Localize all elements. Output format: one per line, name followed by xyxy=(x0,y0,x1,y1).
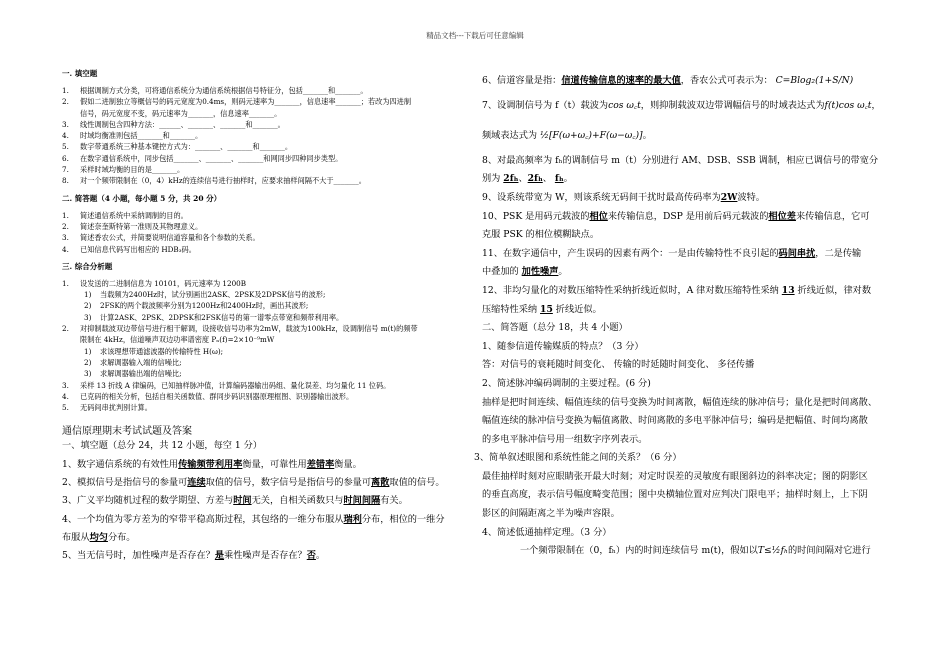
list-item: 5. 无码间串扰判别计算。 xyxy=(62,403,152,413)
answer-8: 8、对最高频率为 fₕ的调制信号 m（t）分别进行 AM、DSB、SSB 调制，相应已调信号的带宽分 xyxy=(482,154,879,166)
analysis-list xyxy=(62,278,467,414)
question-2-answer-1: 抽样是把时间连续、幅值连续的信号变换为时间离散，幅值连续的脉冲信号；量化是把时间离散、 xyxy=(482,396,878,408)
answers-block xyxy=(62,437,467,565)
list-item: 1. 根据调制方式分类，可将通信系统分为通信系统根据信号特征分，包括_______和_______。 xyxy=(62,86,368,95)
list-item: 1. 设发送的二进制信息为 10101，码元速率为 1200B xyxy=(62,278,247,288)
answer-line-3: 3、广义平均随机过程的数学期望、方差与时间无关，自相关函数只与时间间隔有关。 xyxy=(62,495,408,507)
list-item: 8. 对一个频带限制在（0，4）kHz的连续信号进行抽样时，应要求抽样间隔不大于_______。 xyxy=(62,176,366,186)
list-item: 6. 在数字通信系统中，同步包括_______、_______、_______和网同步四种同步类型。 xyxy=(62,153,343,163)
question-3-answer-2: 的垂直高度，表示信号幅度畸变范围；图中央横轴位置对应判决门限电平；抽样时刻上，上下阴 xyxy=(482,489,868,501)
list-item: 2. 简述奈奎斯特第一准则及其物理意义。 xyxy=(62,221,203,231)
answer-line-4-cont: 布服从均匀分布。 xyxy=(62,531,136,543)
list-item: 4. 时域均衡准则包括_______和_______。 xyxy=(62,131,203,141)
section-analysis-title: 三. 综合分析题 xyxy=(62,261,113,271)
page-header: 精品文档---下载后可任意编辑 xyxy=(426,31,524,40)
answers-section-header: 一、填空题（总分 24，共 12 小题，每空 1 分） xyxy=(62,440,263,452)
question-3-answer-3: 影区的间隔距离之半为噪声容限。 xyxy=(482,508,620,520)
question-3: 3、简单叙述眼图和系统性能之间的关系？（6 分） xyxy=(474,452,682,464)
fill-blank-list xyxy=(62,85,467,187)
answer-11-cont: 中叠加的 加性噪声。 xyxy=(482,266,568,278)
list-item: 5. 数字带通系统三种基本键控方式为：_______、_______和_______。 xyxy=(62,142,293,152)
list-item: 2) 求解调器输入端的信噪比; xyxy=(84,357,182,367)
section-fill-blank-title: 一. 填空题 xyxy=(62,69,98,78)
list-item: 2. 对抑制载波双边带信号进行相干解调，设接收信号功率为2mW，载波为100kHz，设调制信号 m(t)的频带 xyxy=(62,324,418,334)
answer-line-1: 1、数字通信系统的有效性用传输频带利用率衡量，可靠性用差错率衡量。 xyxy=(62,458,362,470)
list-item: 3. 线性调制包含四种方法：______、_______、_______和_______。 xyxy=(62,119,285,129)
shannon-formula: C=Blog₂(1+S/N) xyxy=(775,75,854,86)
list-item: 限制在 4kHz，信道噪声双边功率谱密度 Pₙ(f)=2×10⁻⁹mW xyxy=(80,335,275,345)
short-answer-list xyxy=(62,210,467,255)
answer-line-4: 4、一个均值为零方差为的窄带平稳高斯过程，其包络的一维分布服从瑞利分布，相位的一维分 xyxy=(62,513,445,525)
list-item: 信号，码元宽度不变，码元速率为_______，信息速率_______。 xyxy=(80,108,282,118)
answer-6: 6、信道容量是指：信道传输信息的速率的最大值，香农公式可表示为： C=Blog₂(1+S/N) xyxy=(482,75,854,86)
question-2-answer-3: 的多电平脉冲信号用一组数字序列表示。 xyxy=(482,433,648,445)
question-2-answer-2: 幅值连续的脉冲信号变换为幅值离散、时间离散的多电平脉冲信号；编码是把幅值、时间均离散 xyxy=(482,415,868,427)
list-item: 1) 求该理想带通滤波器的传输特性 H(ω); xyxy=(84,346,224,356)
list-item: 1) 当载频为2400Hz时，试分别画出2ASK、2PSK及2DPSK信号的波形; xyxy=(84,290,326,300)
answer-12: 12、非均匀量化的对数压缩特性采纳折线近似时，A 律对数压缩特性采纳 13 折线近似，律对数 xyxy=(482,284,872,296)
answer-11: 11、在数字通信中，产生误码的因素有两个：一是由传输特性不良引起的码间串扰，二是传输 xyxy=(482,247,862,259)
question-3-answer-1: 最佳抽样时刻对应眼睛张开最大时刻；对定时误差的灵敏度有眼图斜边的斜率决定；图的阴影区 xyxy=(482,470,868,482)
list-item: 2. 假如二进制独立等概信号的码元宽度为0.4ms，则码元速率为_______，信息速率_______；若改为四进制 xyxy=(62,97,412,107)
right-column xyxy=(474,72,897,561)
answer-10: 10、PSK 是用码元载波的相位来传输信息，DSP 是用前后码元载波的相位差来传输信息，它可 xyxy=(482,210,870,222)
question-1-answer: 答：对信号的衰耗随时间变化、 传输的时延随时间变化、 多径传播 xyxy=(482,359,755,371)
answer-7-freq: 频域表达式为 ½[F(ω+ω꜀)+F(ω−ω꜀)]。 xyxy=(482,130,652,142)
question-4-answer: 一个频带限制在（0，fₕ）内的时间连续信号 m(t)，假如以T≤½fₕ的时间间隔对它进行 xyxy=(520,545,871,557)
question-4: 4、简述低通抽样定理。（3 分） xyxy=(482,526,612,538)
list-item: 3. 简述香农公式，并简要说明信道容量和各个参数的关系。 xyxy=(62,233,260,243)
question-1: 1、随参信道传输媒质的特点？（3 分） xyxy=(482,340,644,352)
section-short-answer-title: 二. 简答题（4 小题，每小题 5 分，共 20 分） xyxy=(62,193,222,203)
list-item: 3. 采样 13 折线 A 律编码，已知抽样脉冲值，计算编码器输出码组、量化误差、均匀量化 11 位码。 xyxy=(62,380,391,390)
answer-8-cont: 别为 2fₕ、2fₕ、 fₕ。 xyxy=(482,173,573,185)
list-item: 2) 2FSK的两个载波频率分别为1200Hz和2400Hz时，画出其波形; xyxy=(84,301,309,311)
list-item: 3) 计算2ASK、2PSK、2DPSK和2FSK信号的第一谱零点带宽和频带利用率。 xyxy=(84,312,344,322)
exam-answers-title: 通信原理期末考试试题及答案 xyxy=(62,426,192,438)
list-item: 1. 简述通信系统中采纳调制的目的。 xyxy=(62,210,188,220)
list-item: 4. 已知信息代码写出相应的 HDB₃码。 xyxy=(62,244,196,254)
question-2: 2、简述脉冲编码调制的主要过程。(6 分) xyxy=(482,377,651,389)
answer-line-5: 5、当无信号时，加性噪声是否存在？是乘性噪声是否存在？否。 xyxy=(62,550,326,562)
answer-12-cont: 压缩特性采纳 15 折线近似。 xyxy=(482,303,602,315)
freq-formula: ½[F(ω+ω꜀)+F(ω−ω꜀)] xyxy=(540,130,643,142)
list-item: 7. 采样时域均衡的目的是_______。 xyxy=(62,165,185,175)
left-column xyxy=(62,68,467,566)
list-item: 4. 已克码的相关分析，包括自相关函数值、群同步码识别器原理框图、识别器输出波形。 xyxy=(62,391,354,401)
answer-9: 9、设系统带宽为 W，则该系统无码间干扰时最高传码率为2W波特。 xyxy=(482,191,765,203)
answer-7: 7、设调制信号为 f（t）载波为cos ω꜀t，则抑制载波双边带调幅信号的时域表达式为f(t)cos ω꜀t， xyxy=(482,99,881,111)
answer-10-cont: 克服 PSK 的相位模糊缺点。 xyxy=(482,229,600,241)
list-item: 3) 求解调器输出端的信噪比; xyxy=(84,369,182,379)
answer-line-2: 2、模拟信号是指信号的参量可连续取值的信号，数字信号是指信号的参量可离散取值的信号。 xyxy=(62,477,445,489)
short-answer-section-header: 二、简答题（总分 18，共 4 小题） xyxy=(482,322,628,334)
